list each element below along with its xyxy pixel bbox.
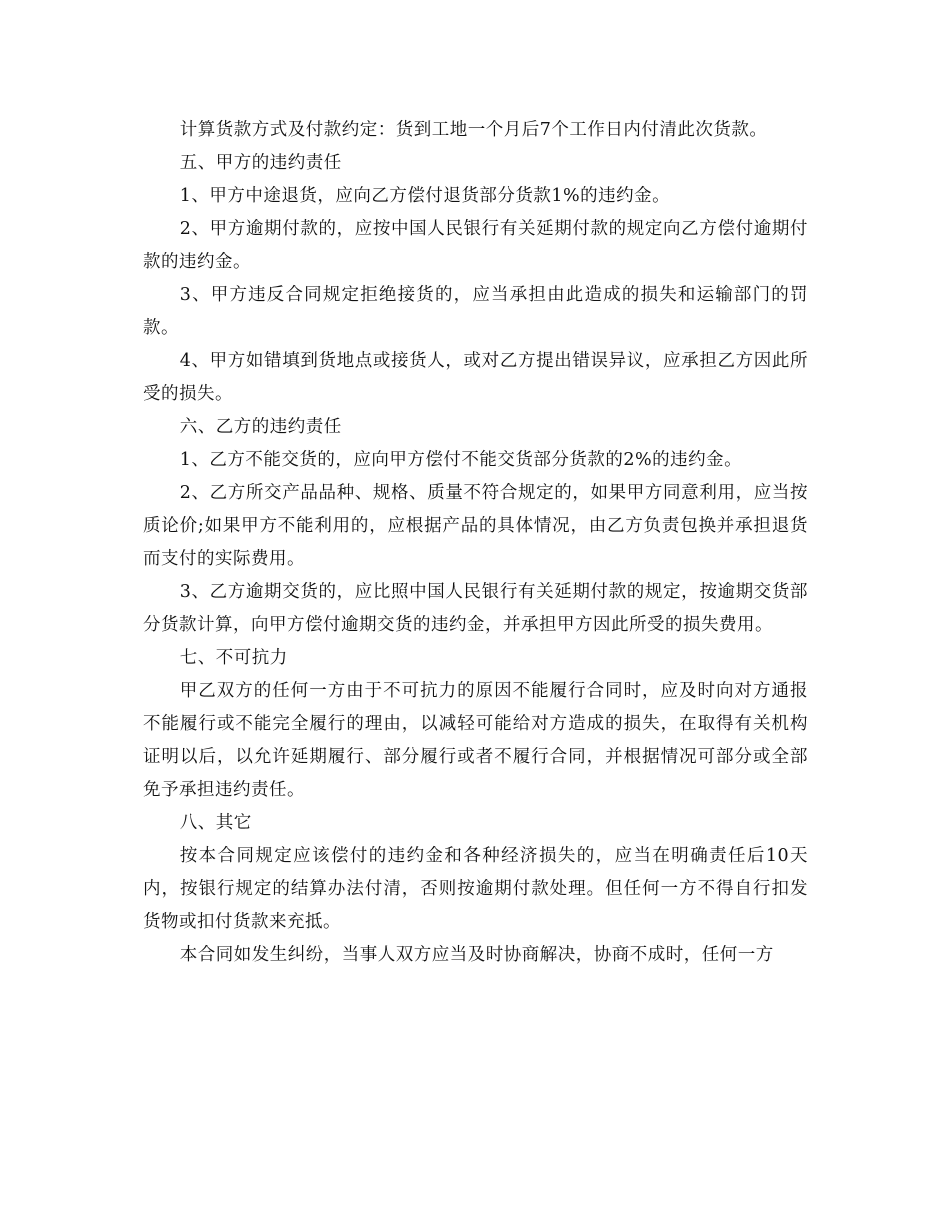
clause-a-3: 3、甲方违反合同规定拒绝接货的，应当承担由此造成的损失和运输部门的罚款。 — [143, 285, 808, 338]
clause-b-2: 2、乙方所交产品品种、规格、质量不符合规定的，如果甲方同意利用，应当按质论价;如果甲方不能利用的，应根据产品的具体情况，由乙方负责包换并承担退货而支付的实际费用。 — [143, 483, 808, 569]
paragraph-disputes: 本合同如发生纠纷，当事人双方应当及时协商解决，协商不成时，任何一方 — [179, 945, 774, 965]
section-heading-force-majeure: 七、不可抗力 — [179, 648, 288, 668]
document-body — [143, 114, 808, 972]
clause-a-1: 1、甲方中途退货，应向乙方偿付退货部分货款1%的违约金。 — [179, 186, 671, 206]
paragraph-other-payment: 按本合同规定应该偿付的违约金和各种经济损失的，应当在明确责任后10天内，按银行规定的结算办法付清，否则按逾期付款处理。但任何一方不得自行扣发货物或扣付货款来充抵。 — [143, 846, 808, 932]
paragraph-force-majeure: 甲乙双方的任何一方由于不可抗力的原因不能履行合同时，应及时向对方通报不能履行或不能完全履行的理由，以减轻可能给对方造成的损失，在取得有关机构证明以后，以允许延期履行、部分履行或者不履行合同，并根据情况可部分或全部免予承担违约责任。 — [143, 681, 808, 800]
clause-b-3: 3、乙方逾期交货的，应比照中国人民银行有关延期付款的规定，按逾期交货部分货款计算，向甲方偿付逾期交货的违约金，并承担甲方因此所受的损失费用。 — [143, 582, 808, 635]
section-heading-other: 八、其它 — [179, 813, 252, 833]
clause-b-1: 1、乙方不能交货的，应向甲方偿付不能交货部分货款的2%的违约金。 — [179, 450, 743, 470]
section-heading-party-a-liability: 五、甲方的违约责任 — [179, 153, 342, 173]
clause-a-4: 4、甲方如错填到货地点或接货人，或对乙方提出错误异议，应承担乙方因此所受的损失。 — [143, 351, 808, 404]
paragraph-payment-terms: 计算货款方式及付款约定：货到工地一个月后7个工作日内付清此次货款。 — [179, 120, 768, 140]
clause-a-2: 2、甲方逾期付款的，应按中国人民银行有关延期付款的规定向乙方偿付逾期付款的违约金。 — [143, 219, 808, 272]
section-heading-party-b-liability: 六、乙方的违约责任 — [179, 417, 342, 437]
